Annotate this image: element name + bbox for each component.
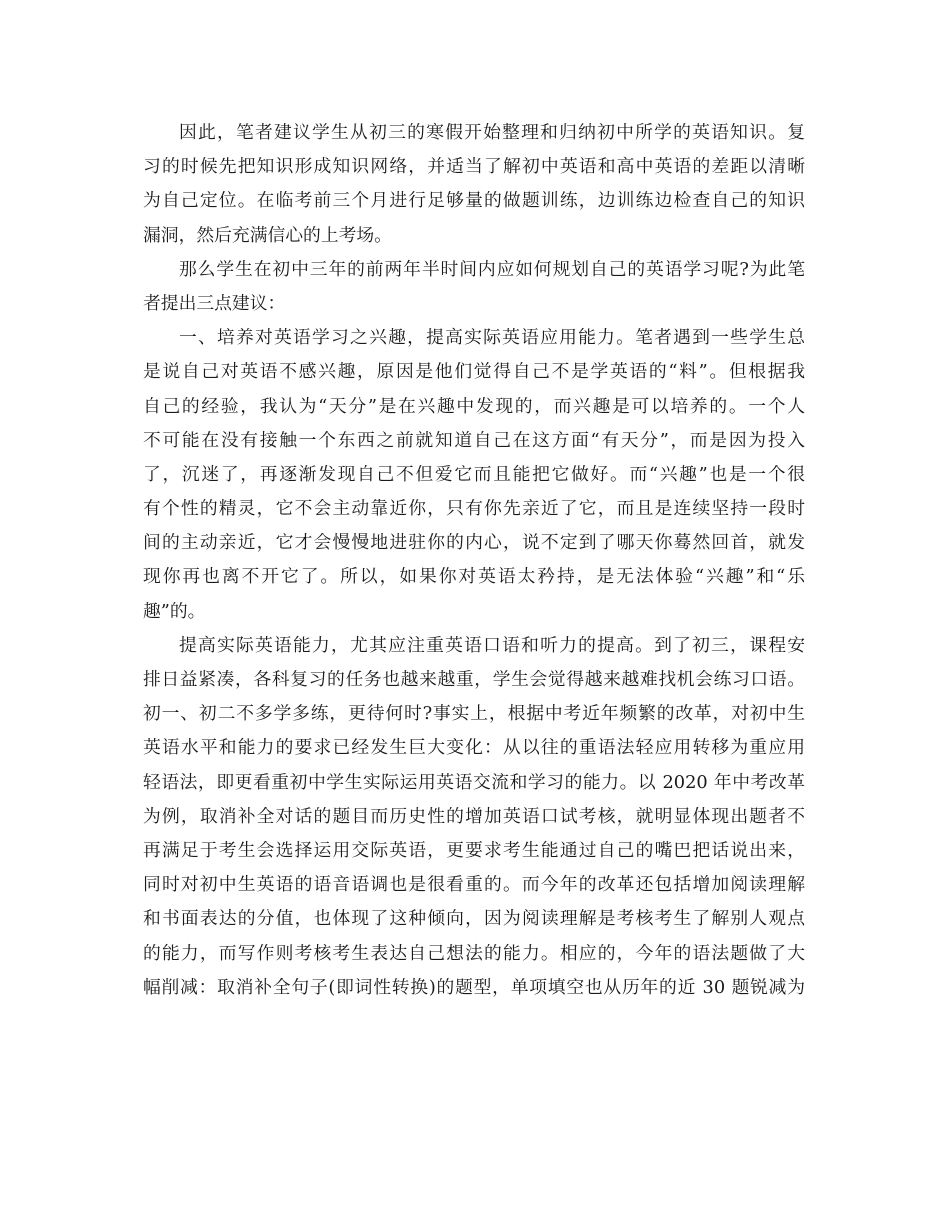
paragraph-2-line-1: 那么学生在初中三年的前两年半时间内应如何规划自己的英语学习呢?为此笔 [179, 258, 805, 280]
paragraph-1-line-2: 习的时候先把知识形成知识网络，并适当了解初中英语和高中英语的差距以清晰 [143, 156, 805, 178]
paragraph-3-line-4: 不可能在没有接触一个东西之前就知道自己在这方面“有天分”，而是因为投入 [143, 429, 805, 451]
paragraph-1-line-4: 漏洞，然后充满信心的上考场。 [143, 224, 392, 246]
paragraph-4-line-6: 为例，取消补全对话的题目而历史性的增加英语口试考核，就明显体现出题者不 [143, 805, 805, 827]
paragraph-3-line-8: 现你再也离不开它了。所以，如果你对英语太矜持，是无法体验“兴趣”和“乐 [143, 566, 805, 588]
paragraph-3-line-7: 间的主动亲近，它才会慢慢地进驻你的内心，说不定到了哪天你蓦然回首，就发 [143, 532, 805, 554]
paragraph-4-line-8: 同时对初中生英语的语音语调也是很看重的。而今年的改革还包括增加阅读理解 [143, 874, 805, 896]
paragraph-4-line-4: 英语水平和能力的要求已经发生巨大变化：从以往的重语法轻应用转移为重应用 [143, 737, 805, 759]
paragraph-3-line-1: 一、培养对英语学习之兴趣，提高实际英语应用能力。笔者遇到一些学生总 [179, 327, 805, 349]
paragraph-3-line-6: 有个性的精灵，它不会主动靠近你，只有你先亲近了它，而且是连续坚持一段时 [143, 498, 805, 520]
paragraph-4-line-1: 提高实际英语能力，尤其应注重英语口语和听力的提高。到了初三，课程安 [179, 634, 805, 656]
paragraph-4-line-7: 再满足于考生会选择运用交际英语，更要求考生能通过自己的嘴巴把话说出来， [143, 839, 805, 861]
paragraph-2-line-2: 者提出三点建议： [143, 292, 286, 314]
paragraph-4-line-11: 幅削减：取消补全句子(即词性转换)的题型，单项填空也从历年的近 30 题锐减为 [143, 976, 805, 998]
paragraph-3-line-9: 趣”的。 [143, 600, 206, 622]
paragraph-4-line-10: 的能力，而写作则考核考生表达自己想法的能力。相应的，今年的语法题做了大 [143, 942, 805, 964]
document-body [143, 116, 805, 1005]
paragraph-3-line-2: 是说自己对英语不感兴趣，原因是他们觉得自己不是学英语的“料”。但根据我 [143, 361, 805, 383]
paragraph-3-line-5: 了，沉迷了，再逐渐发现自己不但爱它而且能把它做好。而“兴趣”也是一个很 [143, 463, 805, 485]
paragraph-4-line-3: 初一、初二不多学多练，更待何时?事实上，根据中考近年频繁的改革，对初中生 [143, 703, 805, 725]
paragraph-1-line-1: 因此，笔者建议学生从初三的寒假开始整理和归纳初中所学的英语知识。复 [179, 122, 805, 143]
paragraph-4-line-5: 轻语法，即更看重初中学生实际运用英语交流和学习的能力。以 2020 年中考改革 [143, 771, 805, 793]
paragraph-1-line-3: 为自己定位。在临考前三个月进行足够量的做题训练，边训练边检查自己的知识 [143, 190, 805, 212]
paragraph-4-line-2: 排日益紧凑，各科复习的任务也越来越重，学生会觉得越来越难找机会练习口语。 [143, 669, 805, 690]
paragraph-3-line-3: 自己的经验，我认为“天分”是在兴趣中发现的，而兴趣是可以培养的。一个人 [143, 395, 805, 417]
paragraph-4-line-9: 和书面表达的分值，也体现了这种倾向，因为阅读理解是考核考生了解别人观点 [143, 908, 805, 930]
